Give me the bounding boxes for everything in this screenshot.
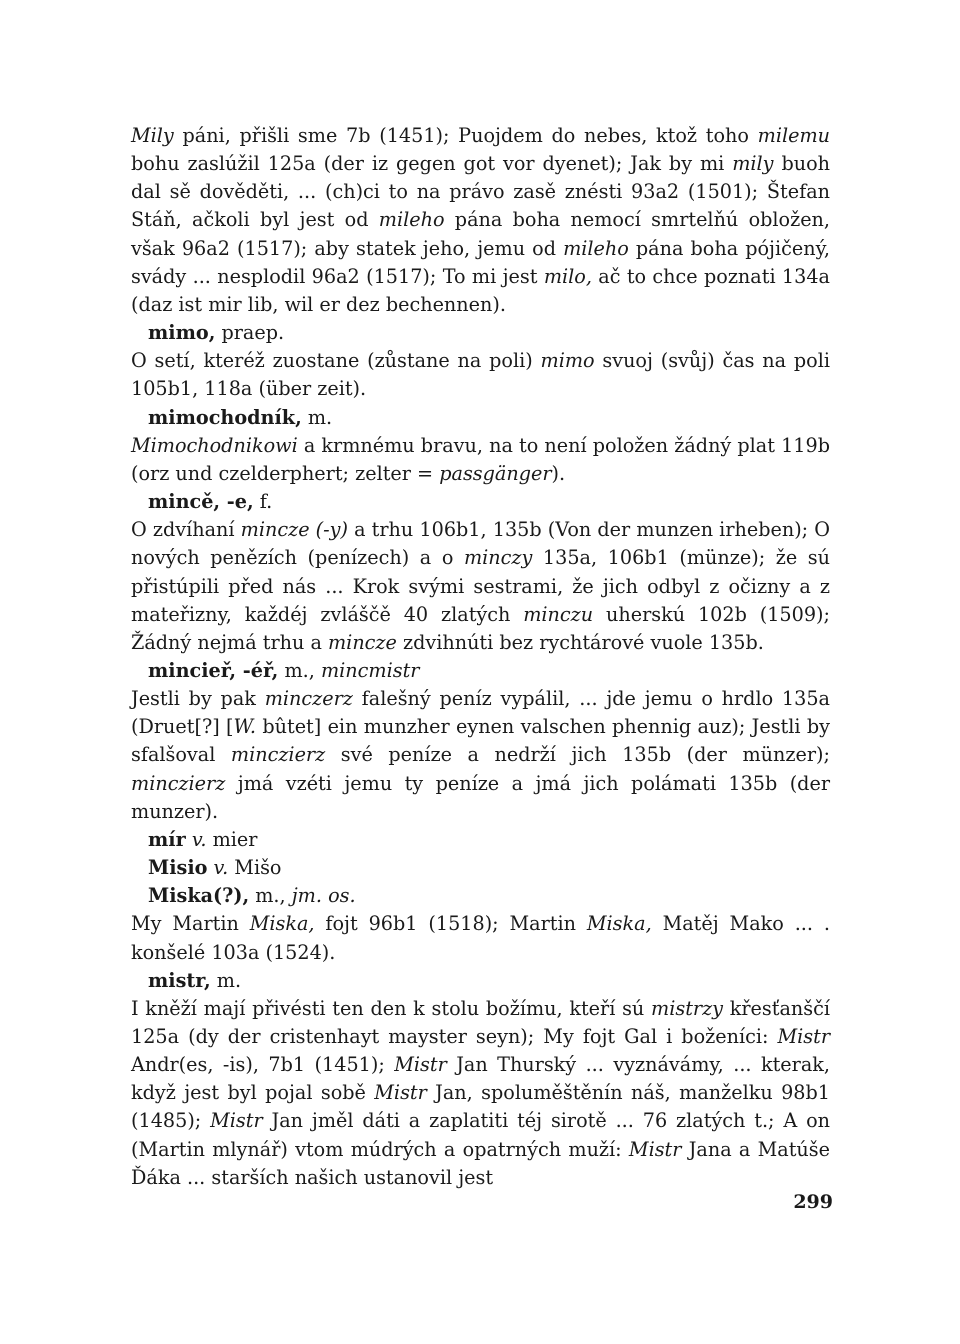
page-number: 299 bbox=[793, 1191, 833, 1213]
citation-text: ). bbox=[551, 461, 566, 485]
grammar-label: m., bbox=[278, 658, 321, 682]
citation-text: Jestli by pak bbox=[131, 687, 265, 711]
citation-form: Mistr bbox=[777, 1025, 830, 1048]
citation-form: passgänger bbox=[439, 461, 552, 485]
citation-form: mileho bbox=[378, 208, 445, 232]
citation-form: Miska, bbox=[586, 912, 652, 936]
citation-text: Jan, spoluměštěnín náš, manželku 98b1 (1485); bbox=[131, 1081, 830, 1133]
citation-text: své peníze a nedrží jich 135b (der münzer); bbox=[325, 743, 830, 767]
entry-citations bbox=[131, 347, 830, 403]
entry-heading bbox=[131, 319, 830, 347]
entry-heading bbox=[131, 488, 830, 516]
citation-form: mincze bbox=[327, 630, 397, 654]
headword: Misio bbox=[148, 856, 208, 880]
citation-text: Andr(es, -is), 7b1 (1451); bbox=[131, 1053, 395, 1077]
citation-form: minczierz bbox=[230, 743, 326, 767]
citation-form: minczerz bbox=[264, 687, 353, 711]
citation-text: pána boha nemocí smrtelňú obložen, však 96a2 (1517); aby statek jeho, jemu od bbox=[131, 208, 831, 260]
citation-form: mily bbox=[732, 152, 774, 176]
citation-form: Miska, bbox=[249, 912, 315, 936]
citation-form: minczierz bbox=[131, 771, 226, 795]
entry-citations bbox=[131, 685, 830, 826]
citation-form: Mily bbox=[131, 124, 174, 147]
citation-form: mimo bbox=[540, 349, 595, 373]
headword: mimochodník, bbox=[148, 405, 302, 429]
headword: mír bbox=[148, 827, 186, 851]
headword: mincieř, -éř, bbox=[148, 658, 279, 682]
entry-heading bbox=[131, 854, 830, 882]
grammar-label-italic: v. bbox=[191, 827, 207, 851]
entry-heading bbox=[131, 967, 830, 995]
grammar-label-italic: jm. os. bbox=[291, 884, 356, 908]
citation-form: Mistr bbox=[374, 1081, 427, 1105]
entry-citations bbox=[131, 122, 830, 319]
citation-form: Mimochodnikowi bbox=[131, 433, 298, 457]
citation-text: O setí, kteréž zuostane (zůstane na poli) bbox=[131, 349, 541, 373]
citation-form: minczu bbox=[523, 602, 594, 626]
citation-form: mincze (-y) bbox=[240, 518, 348, 542]
citation-text: uherskú 102b (1509); Žádný nejmá trhu a bbox=[131, 602, 830, 654]
citation-text: páni, přišli sme 7b (1451); Puojdem do nebes, ktož toho bbox=[173, 124, 758, 147]
cross-reference: Mišo bbox=[228, 856, 282, 880]
citation-form: milemu bbox=[757, 124, 830, 147]
citation-form: milo, bbox=[543, 264, 592, 288]
citation-text: bûtet] ein munzher eynen valschen phennig auz); Jestli by sfalšoval bbox=[131, 715, 830, 767]
citation-form: minczy bbox=[463, 546, 533, 570]
citation-text: fojt 96b1 (1518); Martin bbox=[314, 912, 587, 936]
citation-text: O zdvíhaní bbox=[131, 518, 241, 542]
entry-heading bbox=[131, 882, 830, 910]
citation-form: Mistr bbox=[628, 1137, 682, 1161]
citation-text: a trhu 106b1, 135b (Von der munzen irheben); O nových penězích (penízech) a o bbox=[131, 518, 831, 570]
entry-heading bbox=[131, 404, 830, 432]
citation-text: 135a, 106b1 (münze); že sú přistúpili před nás ... Krok svými sestrami, že jich odbyl z očizny a z mateřizny, každéj zvláščě 40 zlatých bbox=[131, 546, 830, 626]
citation-form: Mistr bbox=[210, 1109, 263, 1133]
grammar-label: m. bbox=[301, 405, 333, 429]
grammar-label-italic: v. bbox=[213, 856, 229, 880]
grammar-label: m. bbox=[210, 968, 242, 992]
citation-text: a krmnému bravu, na to není položen žádný plat 119b (orz und czelderphert; zelter = bbox=[131, 433, 830, 485]
entry-citations bbox=[131, 995, 830, 1192]
citation-text: I kněží mají přivésti ten den k stolu božímu, kteří sú bbox=[131, 996, 652, 1020]
entry-citations bbox=[131, 432, 830, 488]
headword: Miska(?), bbox=[148, 884, 250, 908]
entry-citations bbox=[131, 910, 830, 966]
citation-form: mistrzy bbox=[651, 996, 724, 1020]
citation-form: W. bbox=[233, 715, 257, 739]
citation-text: Matěj Mako ... . konšelé 103a (1524). bbox=[131, 912, 830, 964]
citation-text: Jan Thurský ... vyznávámy, ... kterak, když jest byl pojal sobě bbox=[131, 1053, 830, 1105]
grammar-label: m., bbox=[249, 884, 292, 908]
entry-heading bbox=[131, 657, 830, 685]
citation-text: falešný peníz vypálil, ... jde jemu o hrdlo 135a (Druet[?] [ bbox=[131, 687, 830, 739]
citation-form: Mistr bbox=[394, 1053, 447, 1077]
citation-text: ač to chce poznati 134a (daz ist mir lib, wil er dez bechennen). bbox=[131, 264, 830, 316]
citation-text: pána boha pójičený, svády ... nesplodil 96a2 (1517); To mi jest bbox=[131, 236, 830, 288]
entry-heading bbox=[131, 826, 830, 854]
grammar-label-italic: mincmistr bbox=[320, 658, 420, 682]
headword: mimo, bbox=[148, 321, 216, 345]
citation-text: jmá vzéti jemu ty peníze a jmá jich polámati 135b (der munzer). bbox=[131, 771, 830, 823]
citation-text: křesťanščí 125a (dy der cristenhayt mayster seyn); My fojt Gal i boženíci: bbox=[131, 996, 831, 1048]
citation-text: bohu zaslúžil 125a (der iz gegen got vor dyenet); Jak by mi bbox=[131, 152, 733, 176]
headword: mincě, -e, bbox=[148, 490, 254, 514]
grammar-label: praep. bbox=[215, 321, 285, 345]
citation-text: Jan jměl dáti a zaplatiti téj sirotě ... 76 zlatých t.; A on (Martin mlynář) vtom múdrých a opatrných muží: bbox=[131, 1109, 830, 1161]
citation-text: buoh dal sě dověděti, ... (ch)ci to na právo zasě znésti 93a2 (1501); Štefan Stáň, ačkoli byl jest od bbox=[131, 152, 830, 232]
entry-citations bbox=[131, 516, 830, 657]
citation-text: My Martin bbox=[131, 912, 250, 936]
dictionary-page bbox=[131, 122, 830, 1192]
citation-text: svuoj (svůj) čas na poli 105b1, 118a (über zeit). bbox=[131, 349, 830, 401]
grammar-label: f. bbox=[253, 490, 273, 514]
citation-text: Jana a Matúše Ďáka ... starších našich ustanovil jest bbox=[131, 1137, 830, 1189]
citation-text: zdvihnúti bez rychtárové vuole 135b. bbox=[396, 630, 764, 654]
cross-reference: mier bbox=[206, 827, 258, 851]
citation-form: mileho bbox=[563, 236, 629, 260]
headword: mistr, bbox=[148, 968, 211, 992]
